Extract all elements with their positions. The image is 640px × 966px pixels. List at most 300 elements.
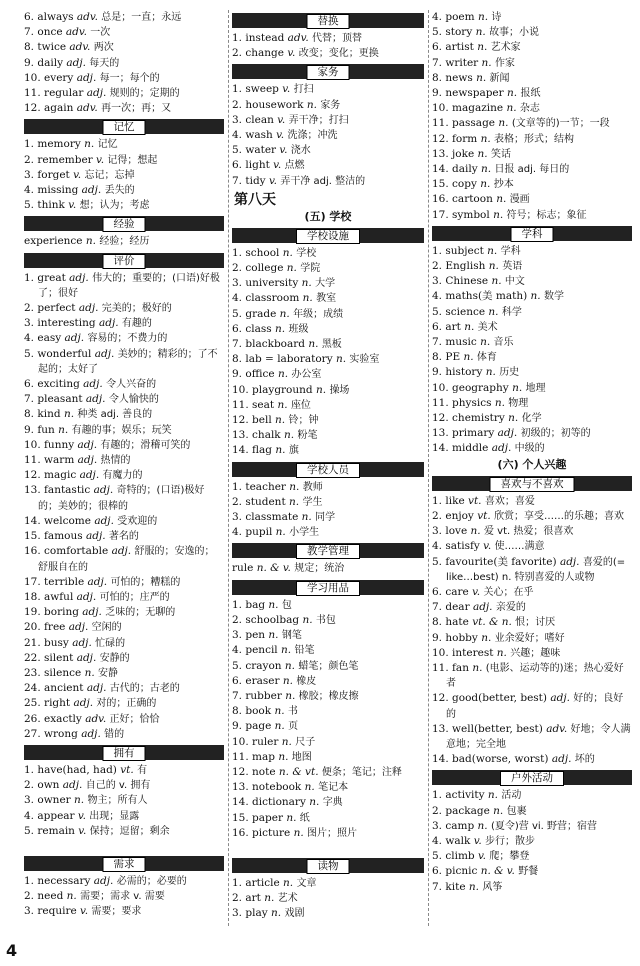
- entry-word: terrible: [44, 575, 85, 588]
- entry-word: like: [445, 494, 465, 507]
- entry-number: 3.: [432, 819, 443, 832]
- entry-number: 8.: [432, 351, 443, 364]
- vocab-entry: [232, 525, 424, 540]
- entry-meaning: 美术: [477, 321, 498, 333]
- entry-pos: n.: [275, 322, 286, 335]
- entry-pos: n.: [480, 132, 491, 145]
- entry-word: fan: [452, 661, 469, 674]
- entry-word: silence: [44, 666, 82, 679]
- entry-word: poem: [445, 11, 475, 23]
- entry-word: history: [445, 366, 483, 379]
- entry-number: 5.: [24, 347, 35, 360]
- entry-pos: adj.: [559, 555, 580, 568]
- entry-pos: n.: [279, 307, 290, 320]
- vocab-entry: [232, 876, 424, 891]
- entry-meaning: 爱 vt. 热爱；很喜欢: [484, 526, 574, 538]
- entry-number: 9.: [232, 720, 243, 733]
- entry-number: 16.: [232, 826, 249, 839]
- section-header: [24, 216, 224, 231]
- entry-number: 3.: [432, 525, 443, 538]
- entry-number: 2.: [432, 509, 443, 522]
- vocab-entry: [24, 514, 224, 529]
- entry-pos: n.: [475, 26, 486, 39]
- entry-pos: n.: [284, 659, 296, 672]
- entry-pos: n.: [264, 892, 275, 905]
- vocab-entry: [232, 891, 424, 906]
- entry-meaning: 打扫: [293, 84, 314, 96]
- entry-pos: n.: [507, 87, 518, 100]
- vocab-entry: [232, 291, 424, 306]
- entry-meaning: 好地；令人满意地；完全地: [446, 723, 631, 750]
- entry-pos: v.: [77, 809, 86, 822]
- entry-meaning: 书包: [315, 614, 336, 626]
- entry-number: 2.: [432, 804, 443, 817]
- entry-word: passage: [452, 117, 496, 130]
- vocab-entry: [24, 423, 224, 438]
- entry-number: 10.: [432, 381, 449, 394]
- entry-pos: adj.: [94, 347, 115, 360]
- entry-number: 9.: [432, 631, 443, 644]
- entry-meaning: 伟大的；重要的；(口语)好极了；很好: [38, 272, 220, 299]
- entry-word: change: [245, 47, 284, 60]
- vocab-entry: [24, 529, 224, 544]
- entry-number: 5.: [232, 307, 243, 320]
- entry-pos: n.: [84, 666, 95, 679]
- section-header: [432, 770, 632, 785]
- entry-meaning: 正好；恰恰: [109, 713, 160, 725]
- entry-pos: n.: [302, 613, 313, 626]
- entry-pos: n. & v.: [480, 865, 515, 878]
- entry-number: 4.: [232, 644, 243, 657]
- entry-meaning: 尺子: [295, 736, 316, 748]
- entry-word: own: [37, 779, 60, 792]
- entry-meaning: 体育: [476, 352, 497, 364]
- entry-meaning: 书: [287, 706, 298, 718]
- entry-number: 12.: [232, 414, 249, 427]
- spacer: [24, 839, 224, 853]
- entry-pos: n.: [63, 408, 75, 421]
- entry-meaning: 实验室: [349, 354, 380, 366]
- entry-word: geography: [452, 381, 509, 394]
- entry-meaning: (夏令)营 vi. 野营；宿营: [491, 820, 598, 832]
- entry-word: memory: [37, 138, 81, 151]
- entry-meaning: 规定；统治: [294, 563, 345, 575]
- entry-number: 5.: [24, 824, 35, 837]
- entry-pos: adj.: [94, 514, 114, 527]
- entry-word: map: [252, 750, 275, 763]
- entry-meaning: 物主；所有人: [87, 795, 148, 807]
- vocab-entry: [432, 788, 632, 803]
- entry-pos: adj.: [491, 442, 512, 455]
- vocab-entry: [24, 392, 224, 407]
- entry-meaning: 安静: [98, 667, 119, 679]
- entry-meaning: 经验；经历: [99, 236, 150, 248]
- entry-meaning: 丢失的: [104, 185, 135, 197]
- entry-number: 3.: [432, 275, 443, 288]
- entry-meaning: 艺术: [277, 893, 298, 905]
- entry-number: 7.: [432, 336, 443, 349]
- entry-number: 2.: [24, 302, 35, 315]
- entry-number: 9.: [432, 87, 443, 100]
- entry-word: experience: [24, 235, 83, 248]
- entry-word: owner: [37, 794, 71, 807]
- entry-number: 14.: [24, 514, 41, 527]
- entry-number: 20.: [24, 621, 41, 634]
- vocab-entry: [232, 510, 424, 525]
- section-header: [24, 856, 224, 871]
- entry-word: joke: [452, 147, 475, 160]
- entry-pos: v.: [287, 47, 296, 60]
- entry-word: wrong: [44, 727, 78, 740]
- vocab-entry: [24, 377, 224, 392]
- entry-pos: adj.: [82, 606, 102, 619]
- entry-pos: n.: [84, 138, 95, 151]
- vocab-entry: [232, 443, 424, 458]
- entry-word: blackboard: [245, 338, 306, 351]
- entry-word: university: [245, 277, 299, 290]
- vocab-entry: [24, 874, 224, 889]
- entry-meaning: 教室: [316, 293, 337, 305]
- entry-number: 3.: [232, 629, 243, 642]
- section-title: 拥有: [103, 746, 146, 761]
- entry-meaning: 字典: [322, 797, 343, 809]
- entry-number: 4.: [232, 129, 243, 142]
- entry-meaning: 欣赏；享受……的乐趣；喜欢: [494, 510, 625, 522]
- entry-meaning: 步行；散步: [485, 835, 536, 847]
- entry-number: 6.: [432, 41, 443, 54]
- entry-pos: adj.: [86, 87, 107, 100]
- entry-meaning: 小学生: [289, 527, 320, 539]
- entry-meaning: 需要；要求: [91, 906, 142, 918]
- entry-pos: adj.: [79, 469, 100, 482]
- entry-number: 23.: [24, 666, 41, 679]
- entry-pos: adj.: [76, 651, 97, 664]
- entry-word: daily: [37, 56, 64, 69]
- entry-pos: n.: [286, 811, 297, 824]
- entry-pos: n.: [477, 147, 488, 160]
- entry-pos: n.: [277, 398, 288, 411]
- vocab-entry: [432, 56, 632, 71]
- entry-pos: n.: [275, 414, 286, 427]
- spacer: [232, 841, 424, 855]
- entry-number: 2.: [432, 260, 443, 273]
- section-header: [232, 543, 424, 558]
- entry-meaning: 浇水: [290, 145, 311, 157]
- vocab-entry: [24, 25, 224, 40]
- vocab-entry: [24, 198, 224, 213]
- entry-meaning: 抄本: [493, 179, 514, 191]
- section-title: 替换: [307, 14, 350, 29]
- entry-word: every: [44, 71, 74, 84]
- vocab-entry: [232, 561, 424, 576]
- entry-number: 9.: [24, 56, 35, 69]
- entry-number: 16.: [432, 193, 449, 206]
- entry-pos: n.: [335, 353, 347, 366]
- entry-meaning: 舒服的；安逸的；舒服自在的: [38, 546, 215, 573]
- section-title: 喜欢与不喜欢: [490, 477, 575, 492]
- entry-word: paper: [252, 811, 283, 824]
- entry-pos: n.: [472, 661, 483, 674]
- section-header: [432, 226, 632, 241]
- entry-pos: n.: [498, 117, 509, 130]
- entry-pos: v.: [78, 824, 87, 837]
- vocab-entry: [24, 904, 224, 919]
- entry-meaning: 戏剧: [284, 908, 305, 920]
- entry-word: satisfy: [445, 540, 480, 553]
- entry-word: lab = laboratory: [245, 353, 333, 366]
- entry-meaning: 年级；成绩: [293, 308, 344, 320]
- column-divider: [428, 10, 429, 926]
- vocab-entry: [432, 40, 632, 55]
- entry-meaning: 出现；显露: [89, 810, 140, 822]
- entry-word: require: [37, 905, 77, 918]
- entry-number: 13.: [232, 781, 249, 794]
- entry-word: kind: [37, 408, 61, 421]
- entry-word: free: [44, 621, 66, 634]
- entry-number: 14.: [432, 753, 449, 766]
- vocab-entry: [432, 177, 632, 192]
- entry-pos: n.: [485, 366, 496, 379]
- entry-number: 15.: [232, 811, 249, 824]
- topic-heading: (五) 学校: [304, 209, 352, 223]
- entry-meaning: 学校: [296, 247, 317, 259]
- entry-pos: v.: [472, 585, 481, 598]
- entry-meaning: 有趣的: [121, 318, 152, 330]
- vocab-entry: [432, 132, 632, 147]
- entry-meaning: 物理: [508, 397, 529, 409]
- entry-meaning: 诗: [491, 12, 502, 23]
- entry-pos: v.: [279, 144, 288, 157]
- vocab-entry: [24, 824, 224, 839]
- entry-word: music: [445, 336, 477, 349]
- vocab-entry: [432, 804, 632, 819]
- entry-word: rule: [232, 562, 254, 575]
- entry-pos: adv.: [76, 11, 98, 23]
- entry-word: student: [245, 495, 286, 508]
- entry-number: 6.: [24, 378, 35, 391]
- entry-pos: adj.: [76, 71, 97, 84]
- entry-pos: adj.: [72, 636, 92, 649]
- entry-pos: n. & v.: [256, 562, 291, 575]
- entry-number: 16.: [24, 545, 41, 558]
- entry-number: 10.: [24, 438, 41, 451]
- entry-meaning: 可怕的；糟糕的: [110, 576, 181, 588]
- entry-pos: n.: [284, 429, 295, 442]
- section-header: [232, 858, 424, 873]
- entry-pos: adv.: [76, 102, 98, 115]
- entry-meaning: 中级的: [514, 443, 545, 455]
- entry-meaning: 笑话: [491, 148, 511, 160]
- vocab-entry: [232, 719, 424, 734]
- entry-number: 1.: [232, 598, 243, 611]
- section-header: [232, 580, 424, 595]
- entry-meaning: 铃；钟: [288, 415, 319, 427]
- entry-word: perfect: [37, 302, 76, 315]
- entry-number: 1.: [232, 246, 243, 259]
- vocab-entry: [24, 889, 224, 904]
- entry-pos: v.: [276, 129, 285, 142]
- entry-word: great: [37, 271, 66, 284]
- vocab-entry: [432, 615, 632, 630]
- section-title: 学习用品: [296, 581, 360, 596]
- entry-pos: n.: [275, 444, 286, 457]
- entry-pos: n.: [309, 796, 320, 809]
- vocab-entry: [24, 183, 224, 198]
- entry-number: 1.: [232, 876, 243, 889]
- entry-meaning: 令人愉快的: [108, 394, 159, 406]
- entry-word: welcome: [44, 514, 91, 527]
- entry-pos: vt.: [120, 763, 134, 776]
- entry-word: subject: [445, 244, 484, 257]
- entry-number: 8.: [24, 41, 35, 54]
- entry-number: 3.: [24, 794, 35, 807]
- vocab-entry: [432, 86, 632, 101]
- entry-word: grade: [245, 307, 277, 320]
- entry-number: 13.: [232, 429, 249, 442]
- entry-word: tidy: [245, 174, 266, 187]
- entry-word: pencil: [245, 644, 278, 657]
- entry-word: boring: [44, 606, 79, 619]
- vocab-entry: [232, 659, 424, 674]
- entry-pos: n.: [477, 41, 488, 54]
- vocab-entry: [432, 244, 632, 259]
- entry-meaning: 需要；需求 v. 需要: [80, 891, 165, 903]
- entry-word: picture: [252, 826, 291, 839]
- vocab-entry: [432, 25, 632, 40]
- vocab-entry: [432, 162, 632, 177]
- vocab-entry: [24, 331, 224, 346]
- vocab-entry: [232, 98, 424, 113]
- entry-number: 5.: [432, 26, 443, 39]
- entry-word: seat: [252, 398, 275, 411]
- entry-meaning: 记得；想起: [107, 154, 158, 166]
- vocab-entry: [432, 350, 632, 365]
- entry-meaning: 班级: [288, 323, 309, 335]
- entry-word: page: [245, 720, 272, 733]
- entry-word: once: [37, 26, 63, 39]
- entry-number: 7.: [24, 26, 35, 39]
- entry-meaning: 家务: [320, 99, 341, 111]
- entry-meaning: 好的；良好的: [446, 693, 624, 720]
- vocab-entry: [232, 795, 424, 810]
- entry-pos: v.: [483, 540, 492, 553]
- entry-meaning: 弄干净 adj. 整洁的: [280, 175, 366, 187]
- entry-word: magic: [44, 469, 77, 482]
- entry-meaning: 坏的: [574, 754, 595, 766]
- vocab-entry: [24, 712, 224, 727]
- vocab-entry: [432, 539, 632, 554]
- entry-word: climb: [445, 850, 475, 863]
- entry-pos: n.: [278, 750, 289, 763]
- entry-pos: adj.: [85, 530, 106, 543]
- entry-meaning: 亲爱的: [495, 602, 526, 614]
- entry-number: 4.: [432, 290, 443, 303]
- vocab-entry: [24, 40, 224, 55]
- entry-pos: n.: [463, 351, 474, 364]
- entry-pos: adj.: [76, 590, 97, 603]
- entry-number: 3.: [24, 905, 35, 918]
- vocab-entry: [232, 628, 424, 643]
- entry-word: busy: [44, 636, 69, 649]
- entry-pos: n.: [468, 880, 479, 893]
- entry-pos: adj.: [551, 753, 572, 766]
- entry-pos: n.: [282, 674, 293, 687]
- entry-number: 13.: [432, 722, 449, 735]
- section-title: 读物: [307, 859, 350, 874]
- vocab-entry: [232, 413, 424, 428]
- entry-meaning: 作家: [495, 57, 515, 69]
- entry-pos: n.: [481, 631, 492, 644]
- entry-number: 18.: [24, 590, 41, 603]
- entry-pos: n.: [293, 826, 304, 839]
- entry-word: well(better, best): [452, 722, 543, 735]
- entry-word: famous: [44, 530, 83, 543]
- entry-pos: n.: [496, 193, 507, 206]
- entry-pos: adj.: [62, 779, 83, 792]
- entry-number: 1.: [24, 271, 35, 284]
- vocab-entry: [432, 101, 632, 116]
- entry-meaning: 受欢迎的: [117, 515, 158, 527]
- entry-pos: adj.: [81, 184, 102, 197]
- entry-number: 6.: [432, 865, 443, 878]
- vocab-entry: [232, 307, 424, 322]
- vocab-entry: [24, 316, 224, 331]
- entry-pos: n.: [493, 804, 504, 817]
- entry-meaning: 科学: [501, 306, 522, 318]
- entry-word: cartoon: [452, 193, 493, 206]
- entry-pos: n.: [289, 480, 300, 493]
- entry-pos: adj.: [68, 621, 89, 634]
- vocab-entry: [24, 153, 224, 168]
- vocab-entry: [24, 590, 224, 605]
- entry-pos: n.: [477, 819, 488, 832]
- entry-meaning: 包: [281, 599, 292, 611]
- entry-number: 8.: [432, 71, 443, 84]
- entry-pos: adj.: [81, 727, 101, 740]
- entry-number: 12.: [432, 132, 449, 145]
- entry-number: 2.: [232, 98, 243, 111]
- entry-meaning: 每一；每个的: [99, 72, 160, 84]
- entry-pos: n.: [286, 262, 297, 275]
- entry-meaning: 兴趣；趣味: [510, 647, 561, 659]
- section-title: 记忆: [103, 120, 146, 135]
- vocab-entry: [24, 483, 224, 513]
- entry-word: warm: [44, 454, 75, 467]
- entry-word: story: [445, 26, 473, 39]
- day-heading: 第八天: [234, 191, 276, 208]
- entry-meaning: 代替；顶替: [312, 33, 363, 44]
- entry-meaning: 美妙的；精彩的；了不起的；太好了: [38, 348, 218, 375]
- entry-pos: n.: [480, 178, 491, 191]
- vocab-entry: [24, 468, 224, 483]
- entry-pos: adj.: [497, 427, 518, 440]
- entry-number: 8.: [232, 353, 243, 366]
- entry-pos: adj.: [111, 545, 132, 558]
- vocab-entry: [24, 763, 224, 778]
- entry-number: 2.: [232, 47, 243, 60]
- entry-meaning: 保持；逗留；剩余: [89, 825, 170, 837]
- vocab-entry: [24, 727, 224, 742]
- entry-meaning: 空闲的: [91, 622, 122, 634]
- column-right: [432, 10, 632, 895]
- entry-meaning: 办公室: [291, 369, 322, 381]
- entry-meaning: 新闻: [489, 72, 510, 84]
- entry-word: bag: [245, 598, 266, 611]
- vocab-entry: [432, 509, 632, 524]
- entry-word: form: [452, 132, 478, 145]
- entry-meaning: 纸: [299, 812, 310, 824]
- entry-number: 13.: [24, 484, 41, 497]
